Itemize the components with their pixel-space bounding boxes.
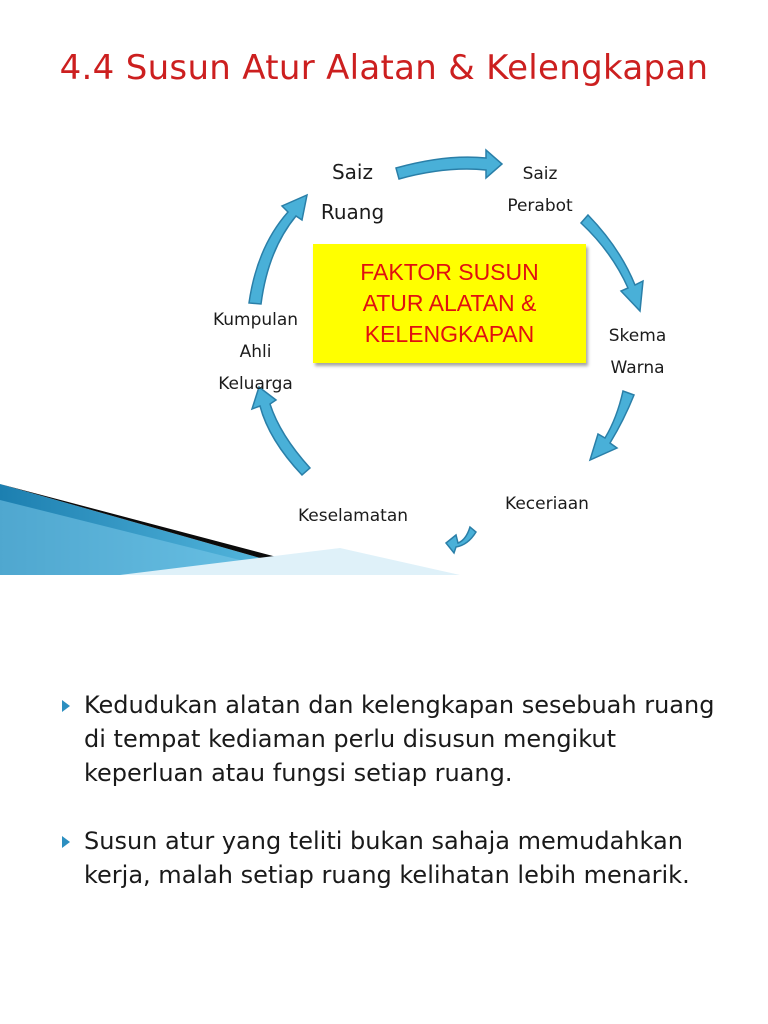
cycle-arrow-right-upper [581,215,643,311]
bullet-arrow-icon [62,836,70,848]
center-line-1: FAKTOR SUSUN [360,259,539,285]
bullet-arrow-icon [62,700,70,712]
node-skema-warna-line1: Skema [608,326,667,346]
node-kumpulan-line2: Ahli [239,342,272,362]
cycle-arrow-bottom [446,527,476,553]
node-keceriaan [487,488,607,520]
cycle-arrow-top [396,150,502,179]
slide-title: 4.4 Susun Atur Alatan & Kelengkapan [59,48,709,88]
node-saiz-ruang-line2: Ruang [320,200,385,224]
bullet-list [62,688,742,926]
node-skema-warna-line2: Warna [610,358,665,378]
node-keceriaan-line1: Keceriaan [505,494,589,514]
node-kumpulan-line3: Keluarga [218,374,293,394]
cycle-arrow-right-lower [590,391,634,460]
node-keselamatan-line1: Keselamatan [297,506,409,526]
node-saiz-perabot [490,158,590,222]
diagram-center-box [313,244,586,363]
node-saiz-ruang-line1: Saiz [331,160,373,184]
node-saiz-perabot-line1: Saiz [522,164,558,184]
cycle-arrow-left-upper [249,195,307,304]
node-saiz-perabot-line2: Perabot [507,196,573,216]
bullet-item [62,688,742,790]
cycle-arrow-left-lower [252,387,310,475]
node-skema-warna [590,320,685,384]
node-saiz-ruang [300,152,405,232]
node-kumpulan-ahli-keluarga [198,304,313,400]
bullet-item [62,824,742,892]
bullet-text: Kedudukan alatan dan kelengkapan sesebuah ruang di tempat kediaman perlu disusun mengikut keperluan atau fungsi setiap ruang. [84,691,715,787]
node-keselamatan [278,500,428,532]
center-line-2: ATUR ALATAN & [362,290,537,316]
bullet-text: Susun atur yang teliti bukan sahaja memudahkan kerja, malah setiap ruang kelihatan lebih menarik. [84,827,690,889]
node-kumpulan-line1: Kumpulan [212,310,299,330]
center-line-3: KELENGKAPAN [364,321,535,347]
